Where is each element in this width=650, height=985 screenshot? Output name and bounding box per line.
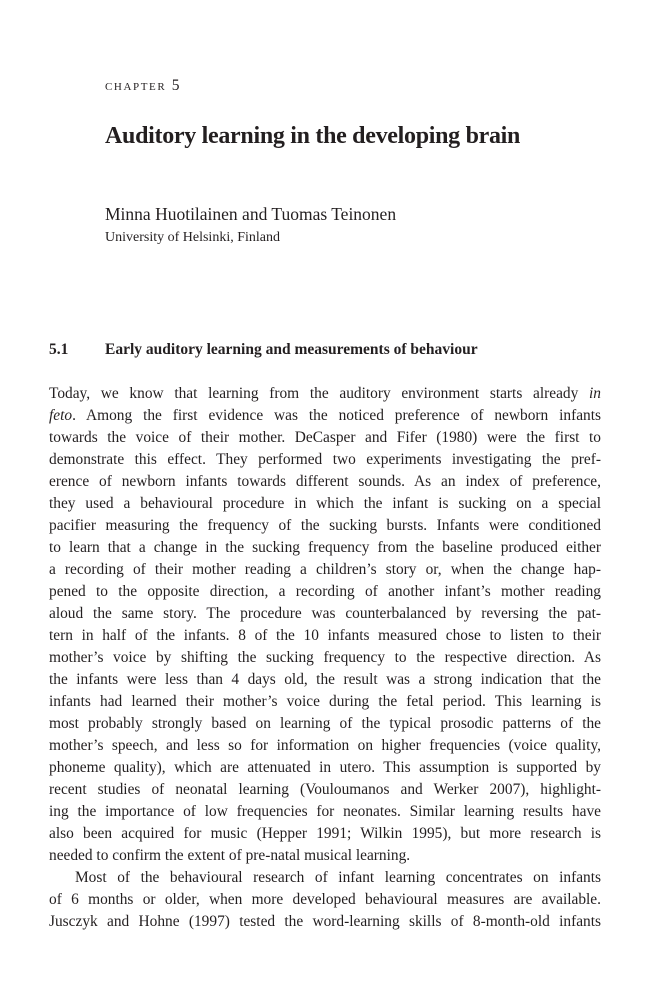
text-line: needed to confirm the extent of pre-natal musical learning. (49, 847, 411, 864)
chapter-label: chapter 5 (105, 77, 182, 94)
text-line: ing the importance of low frequencies for neonates. Similar learning results have (49, 803, 601, 820)
text-line: feto. Among the first evidence was the noticed preference of newborn infants (49, 407, 601, 424)
text-line: pacifier measuring the frequency of the sucking bursts. Infants were conditioned (49, 517, 601, 534)
section-heading (49, 341, 478, 359)
text-line: Today, we know that learning from the auditory environment starts already in (49, 385, 601, 402)
chapter-affiliation: University of Helsinki, Finland (105, 230, 280, 245)
text-line: infants had learned their mother’s voice during the fetal period. This learning is (49, 693, 601, 710)
body-text (49, 383, 601, 933)
text-line: phoneme quality), which are attenuated in utero. This assumption is supported by (49, 759, 601, 776)
text-line: of 6 months or older, when more developed behavioural measures are available. (49, 891, 601, 908)
text-line: the infants were less than 4 days old, the result was a strong indication that the (49, 671, 601, 688)
text-line: they used a behavioural procedure in which the infant is sucking on a special (49, 495, 601, 512)
text-line: recent studies of neonatal learning (Vouloumanos and Werker 2007), highlight- (49, 781, 601, 798)
text-line: towards the voice of their mother. DeCasper and Fifer (1980) were the first to (49, 429, 601, 446)
text-line: to learn that a change in the sucking frequency from the baseline produced either (49, 539, 601, 556)
text-line: aloud the same story. The procedure was counterbalanced by reversing the pat- (49, 605, 601, 622)
text-line: Jusczyk and Hohne (1997) tested the word-learning skills of 8-month-old infants (49, 913, 601, 930)
text-line: erence of newborn infants towards different sounds. As an index of preference, (49, 473, 601, 490)
text-line: a recording of their mother reading a children’s story or, when the change hap- (49, 561, 601, 578)
section-title: Early auditory learning and measurements of behaviour (105, 341, 478, 358)
text-line: Most of the behavioural research of infant learning concentrates on infants (75, 869, 601, 886)
text-line: mother’s voice by shifting the sucking frequency to the respective direction. As (49, 649, 601, 666)
text-line: tern in half of the infants. 8 of the 10 infants measured chose to listen to their (49, 627, 601, 644)
text-line: also been acquired for music (Hepper 1991; Wilkin 1995), but more research is (49, 825, 601, 842)
text-line: demonstrate this effect. They performed two experiments investigating the pref- (49, 451, 601, 468)
chapter-authors: Minna Huotilainen and Tuomas Teinonen (105, 204, 397, 224)
text-line: most probably strongly based on learning of the typical prosodic patterns of the (49, 715, 601, 732)
section-number: 5.1 (49, 341, 69, 358)
text-line: mother’s speech, and less so for information on higher frequencies (voice quality, (49, 737, 601, 754)
text-line: pened to the opposite direction, a recording of another infant’s mother reading (49, 583, 601, 600)
chapter-title: Auditory learning in the developing brain (105, 123, 521, 149)
